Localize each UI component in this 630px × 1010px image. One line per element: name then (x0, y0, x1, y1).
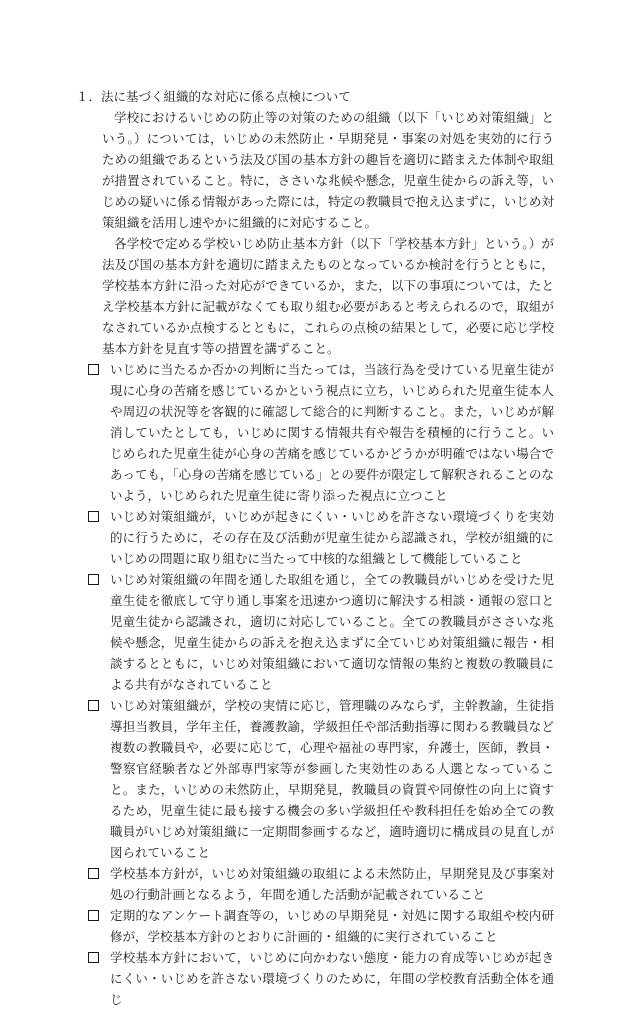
check-item-text: いじめ対策組織が，いじめが起きにくい・いじめを許さない環境づくりを実効的に行うために，その存在及び活動が児童生徒から認識され，学校が組織的にいじめの問題に取り組むに当たって中核的な組織として機能していること (110, 509, 554, 566)
check-item-text: いじめ対策組織が，学校の実情に応じ，管理職のみならず，主幹教諭，生徒指導担当教員，学年主任，養護教諭，学級担任や部活動指導に関わる教職員など複数の教職員や，必要に応じて，心理や福祉の専門家，弁護士，医師，教員・警察官経験者など外部専門家等が参画した実効性のある人選となっていること。また，いじめの未然防止，早期発見，教職員の資質や同僚性の向上に資するため，児童生徒に最も接する機会の多い学級担任や教科担任を始め全ての教職員がいじめ対策組織に一定期間参画するなど，適時適切に構成員の見直しが図られていること (110, 698, 554, 860)
section-title: １．法に基づく組織的な対応に係る点検について (76, 89, 351, 104)
check-item-list (76, 359, 554, 1010)
check-item-text: いじめ対策組織の年間を通した取組を通じ，全ての教職員がいじめを受けた児童生徒を徹底して守り通し事案を迅速かつ適切に解決する相談・通報の窓口と児童生徒から認識され，適切に対応していること。全ての教職員がささいな兆候や懸念，児童生徒からの訴えを抱え込まずに全ていじめ対策組織に報告・相談するとともに，いじめ対策組織において適切な情報の集約と複数の教職員による共有がなされていること (110, 572, 554, 692)
checkbox-icon[interactable] (88, 868, 99, 879)
checkbox-icon[interactable] (88, 910, 99, 921)
document-page (76, 86, 554, 1010)
checkbox-icon[interactable] (88, 574, 99, 585)
check-item-text: いじめに当たるか否かの判断に当たっては，当該行為を受けている児童生徒が現に心身の苦痛を感じているかという視点に立ち，いじめられた児童生徒本人や周辺の状況等を客観的に確認して総合的に判断すること。また，いじめが解消していたとしても，いじめに関する情報共有や報告を積極的に行うこと。いじめられた児童生徒が心身の苦痛を感じているかどうかが明確ではない場合であっても，「心身の苦痛を感じている」との要件が限定して解釈されることのないよう，いじめられた児童生徒に寄り添った視点に立つこと (110, 362, 554, 503)
check-item (76, 506, 554, 569)
check-item (76, 905, 554, 947)
checkbox-icon[interactable] (88, 700, 99, 711)
check-item-text: 学校基本方針において，いじめに向かわない態度・能力の育成等いじめが起きにくい・いじめを許さない環境づくりのために，年間の学校教育活動全体を通じ (110, 950, 554, 1007)
check-item (76, 863, 554, 905)
check-item (76, 359, 554, 506)
checkbox-icon[interactable] (88, 364, 99, 375)
check-item (76, 695, 554, 863)
checkbox-icon[interactable] (88, 511, 99, 522)
check-item-text: 学校基本方針が，いじめ対策組織の取組による未然防止，早期発見及び事案対処の行動計画となるよう，年間を通した活動が記載されていること (110, 866, 554, 902)
paragraph-basic-policy: 各学校で定める学校いじめ防止基本方針（以下「学校基本方針」という。）が法及び国の基本方針を適切に踏まえたものとなっているか検討を行うとともに，学校基本方針に沿った対応ができているか，また，以下の事項については，たとえ学校基本方針に記載がなくても取り組む必要があると考えられるので，取組がなされているか点検するとともに，これらの点検の結果として，必要に応じ学校基本方針を見直す等の措置を講ずること。 (102, 236, 554, 356)
check-item-text: 定期的なアンケート調査等の，いじめの早期発見・対処に関する取組や校内研修が，学校基本方針のとおりに計画的・組織的に実行されていること (110, 908, 554, 944)
paragraph-organization: 学校におけるいじめの防止等の対策のための組織（以下「いじめ対策組織」という。）については，いじめの未然防止・早期発見・事案の対処を実効的に行うための組織であるという法及び国の基本方針の趣旨を適切に踏まえた体制や取組が措置されていること。特に，ささいな兆候や懸念，児童生徒からの訴え等，いじめの疑いに係る情報があった際には，特定の教職員で抱え込まずに，いじめ対策組織を活用し速やかに組織的に対応すること。 (102, 110, 554, 230)
checkbox-icon[interactable] (88, 952, 99, 963)
check-item (76, 569, 554, 695)
check-item (76, 947, 554, 1010)
